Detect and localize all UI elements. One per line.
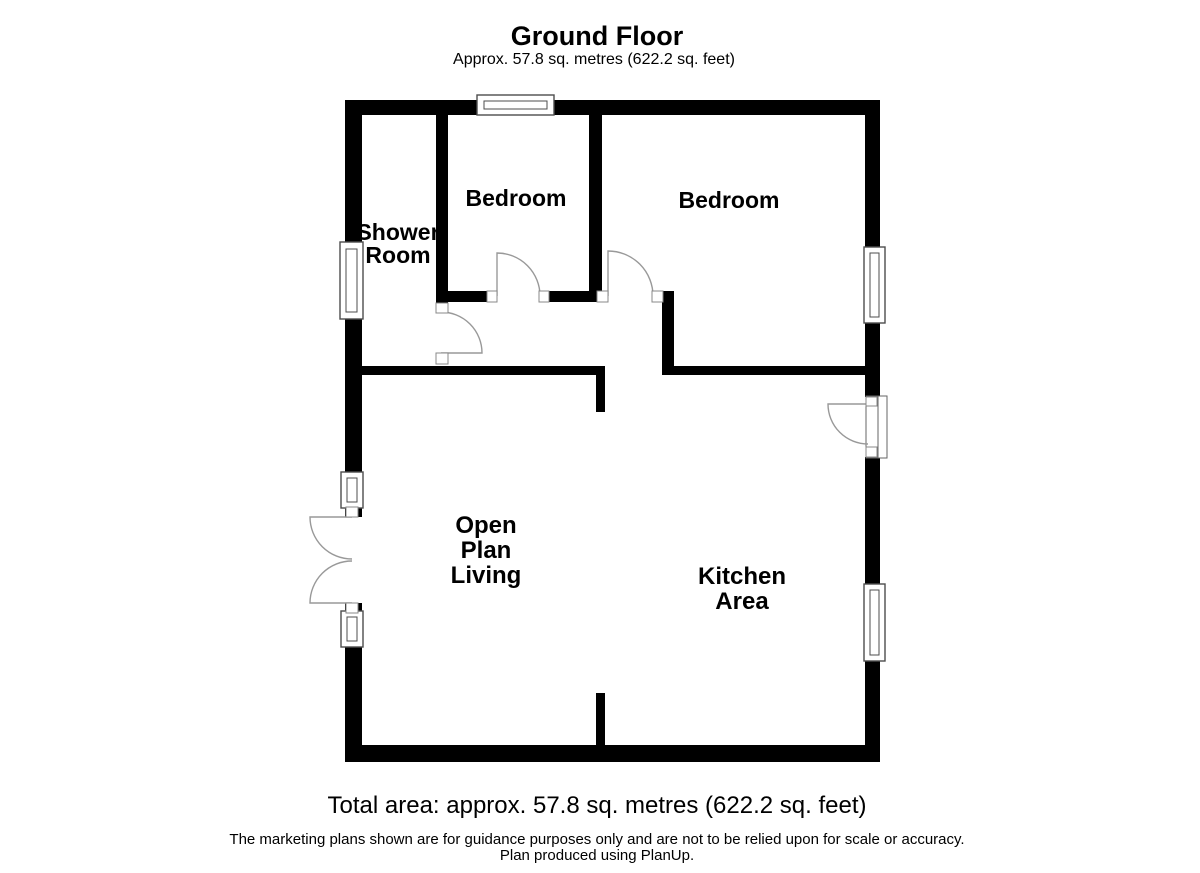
room-label-line: Area	[715, 588, 769, 615]
plan-credit-text: Plan produced using PlanUp.	[499, 847, 695, 864]
window-bedroom-left-north	[477, 95, 554, 115]
wall-living-north	[347, 366, 605, 375]
door-bedroom-right	[608, 251, 653, 296]
doors	[310, 251, 868, 603]
wall-kitchen-north	[662, 366, 880, 375]
jamb-entrance-b	[866, 447, 877, 457]
jamb-bedroom-right-b	[652, 291, 663, 302]
room-label-line: Plan	[460, 537, 512, 564]
room-label-line: Kitchen	[697, 563, 787, 590]
jamb-bedroom-left-a	[487, 291, 497, 302]
window-living-west-upper	[341, 472, 363, 508]
room-label-bedroom-left: Bedroom	[465, 185, 567, 211]
wall-bedroom-left-south-a	[436, 291, 488, 302]
wall-shower-east	[436, 115, 448, 305]
wall-bedroom-right-southwest	[662, 291, 674, 375]
jamb-entrance-a	[866, 397, 877, 406]
jamb-shower-a	[436, 303, 448, 313]
room-label-bedroom-right: Bedroom	[678, 187, 780, 213]
total-area-text: Total area: approx. 57.8 sq. metres (622.2 sq. feet)	[327, 792, 867, 819]
jamb-bedroom-left-b	[539, 291, 549, 302]
room-label-kitchen-area	[698, 564, 786, 614]
jamb-french-a	[346, 507, 358, 517]
room-label-line: Shower	[356, 219, 440, 245]
wall-bottom	[345, 745, 880, 762]
wall-stub-upper	[596, 366, 605, 412]
door-french-top-leaf	[310, 517, 352, 559]
wall-stub-lower	[596, 693, 605, 745]
windows	[340, 95, 885, 661]
window-bedroom-right-east	[864, 247, 885, 323]
door-shower-room	[441, 312, 482, 353]
room-label-line: Living	[450, 562, 522, 589]
room-label-shower-room	[356, 221, 439, 267]
jamb-bedroom-right-a	[597, 291, 608, 302]
walls	[345, 100, 880, 762]
door-jambs	[346, 291, 877, 613]
room-label-open-plan-living	[451, 513, 522, 588]
jamb-french-b	[346, 603, 358, 613]
window-kitchen-east	[864, 584, 885, 661]
door-entrance	[828, 404, 868, 444]
wall-bedroom-left-south-b	[548, 291, 589, 302]
door-french-bottom-leaf	[310, 561, 352, 603]
wall-bedroom-divider	[589, 115, 602, 302]
page-title: Ground Floor	[510, 21, 684, 51]
wall-top	[345, 100, 880, 115]
room-label-line: Open	[455, 512, 517, 539]
disclaimer-text: The marketing plans shown are for guidance purposes only and are not to be relied upon for scale or accuracy.	[229, 831, 965, 848]
room-label-line: Room	[365, 242, 431, 268]
door-bedroom-left	[497, 253, 540, 296]
page-subtitle: Approx. 57.8 sq. metres (622.2 sq. feet)	[453, 51, 735, 68]
window-living-west-lower	[341, 611, 363, 647]
jamb-shower-b	[436, 353, 448, 364]
